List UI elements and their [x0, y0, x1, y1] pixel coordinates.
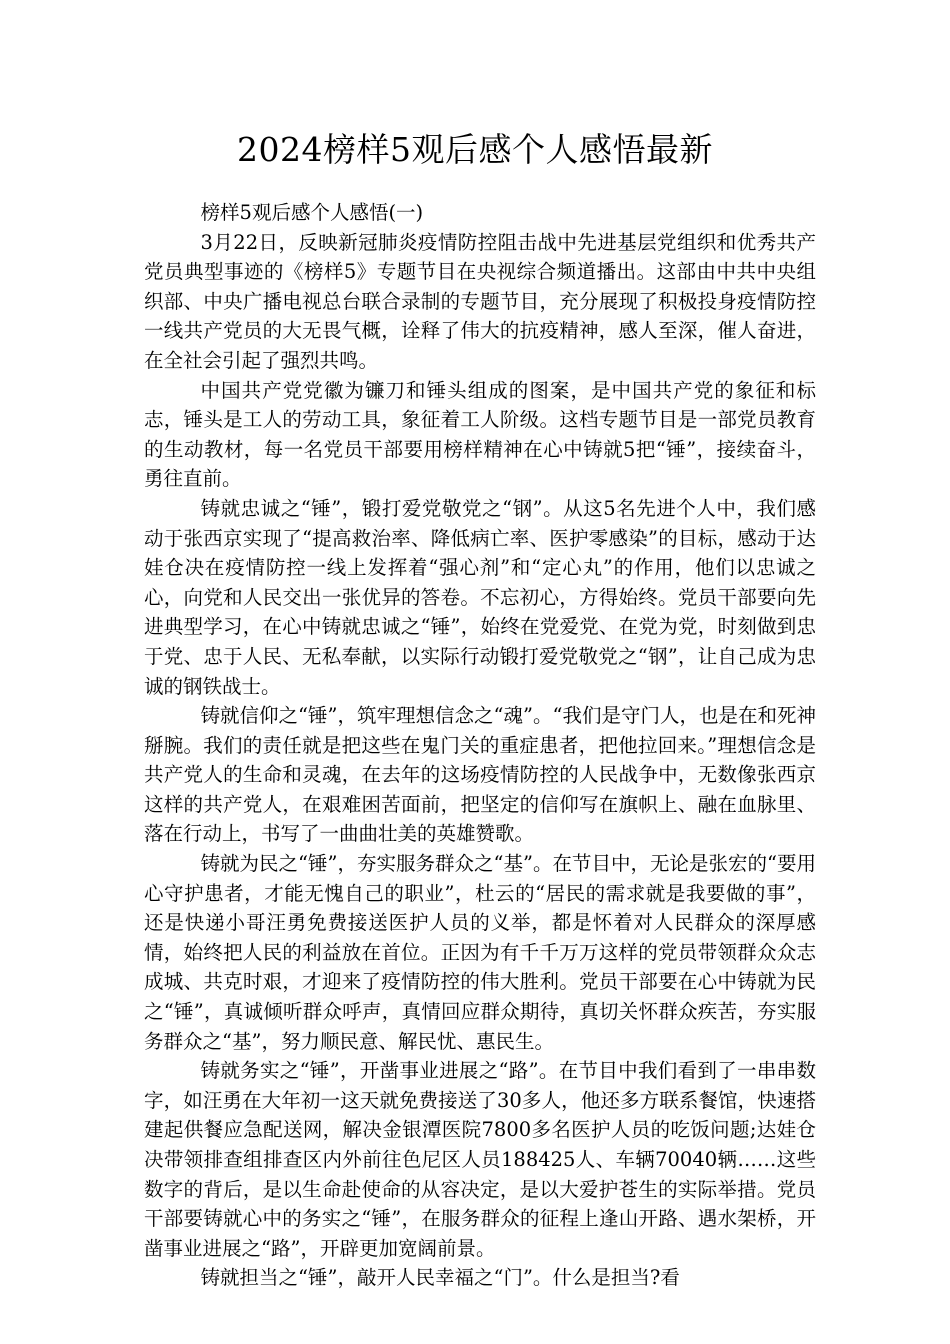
paragraph-people: 铸就为民之“锤”，夯实服务群众之“基”。在节目中，无论是张宏的“要用心守护患者，才能无愧自己的职业”，杜云的“居民的需求就是我要做的事”，还是快递小哥汪勇免费接送医护人员的义举，都是怀着对人民群众的深厚感情，始终把人民的利益放在首位。正因为有千千万万这样的党员带领群众众志成城、共克时艰，才迎来了疫情防控的伟大胜利。党员干部要在心中铸就为民之“锤”，真诚倾听群众呼声，真情回应群众期待，真切关怀群众疾苦，夯实服务群众之“基”，努力顺民意、解民忧、惠民生。: [144, 852, 816, 1053]
section-heading: 榜样5观后感个人感悟(一): [200, 201, 424, 224]
paragraph-faith: 铸就信仰之“锤”，筑牢理想信念之“魂”。“我们是守门人，也是在和死神掰腕。我们的责任就是把这些在鬼门关的重症患者，把他拉回来。”理想信念是共产党人的生命和灵魂，在去年的这场疫情防控的人民战争中，无数像张西京这样的共产党人，在艰难困苦面前，把坚定的信仰写在旗帜上、融在血脉里、落在行动上，书写了一曲曲壮美的英雄赞歌。: [144, 704, 816, 846]
document-title: 2024榜样5观后感个人感悟最新: [237, 130, 713, 169]
paragraph-pragmatism: 铸就务实之“锤”，开凿事业进展之“路”。在节目中我们看到了一串串数字，如汪勇在大年初一这天就免费接送了30多人，他还多方联系餐馆，快速搭建起供餐应急配送网，解决金银潭医院7800多名医护人员的吃饭问题;达娃仓决带领排查组排查区内外前往色尼区人员188425人、车辆70040辆……这些数字的背后，是以生命赴使命的从容决定，是以大爱护苍生的实际举措。党员干部要铸就心中的务实之“锤”，在服务群众的征程上逢山开路、遇水架桥，开凿事业进展之“路”，开辟更加宽阔前景。: [144, 1059, 816, 1260]
paragraph-responsibility: 铸就担当之“锤”，敲开人民幸福之“门”。什么是担当?看: [200, 1266, 680, 1290]
document-body: [144, 198, 816, 1293]
paragraph-loyalty: 铸就忠诚之“锤”，锻打爱党敬党之“钢”。从这5名先进个人中，我们感动于张西京实现了“提高救治率、降低病亡率、医护零感染”的目标，感动于达娃仓决在疫情防控一线上发挥着“强心剂”和“定心丸”的作用，他们以忠诚之心，向党和人民交出一张优异的答卷。不忘初心，方得始终。党员干部要向先进典型学习，在心中铸就忠诚之“锤”，始终在党爱党、在党为党，时刻做到忠于党、忠于人民、无私奉献，以实际行动锻打爱党敬党之“钢”，让自己成为忠诚的钢铁战士。: [144, 496, 816, 698]
paragraph-party-emblem: 中国共产党党徽为镰刀和锤头组成的图案，是中国共产党的象征和标志，锤头是工人的劳动工具，象征着工人阶级。这档专题节目是一部党员教育的生动教材，每一名党员干部要用榜样精神在心中铸就5把“锤”，接续奋斗，勇往直前。: [144, 378, 816, 491]
paragraph-intro: 3月22日，反映新冠肺炎疫情防控阻击战中先进基层党组织和优秀共产党员典型事迹的《榜样5》专题节目在央视综合频道播出。这部由中共中央组织部、中央广播电视总台联合录制的专题节目，充分展现了积极投身疫情防控一线共产党员的大无畏气概，诠释了伟大的抗疫精神，感人至深，催人奋进，在全社会引起了强烈共鸣。: [144, 230, 816, 372]
